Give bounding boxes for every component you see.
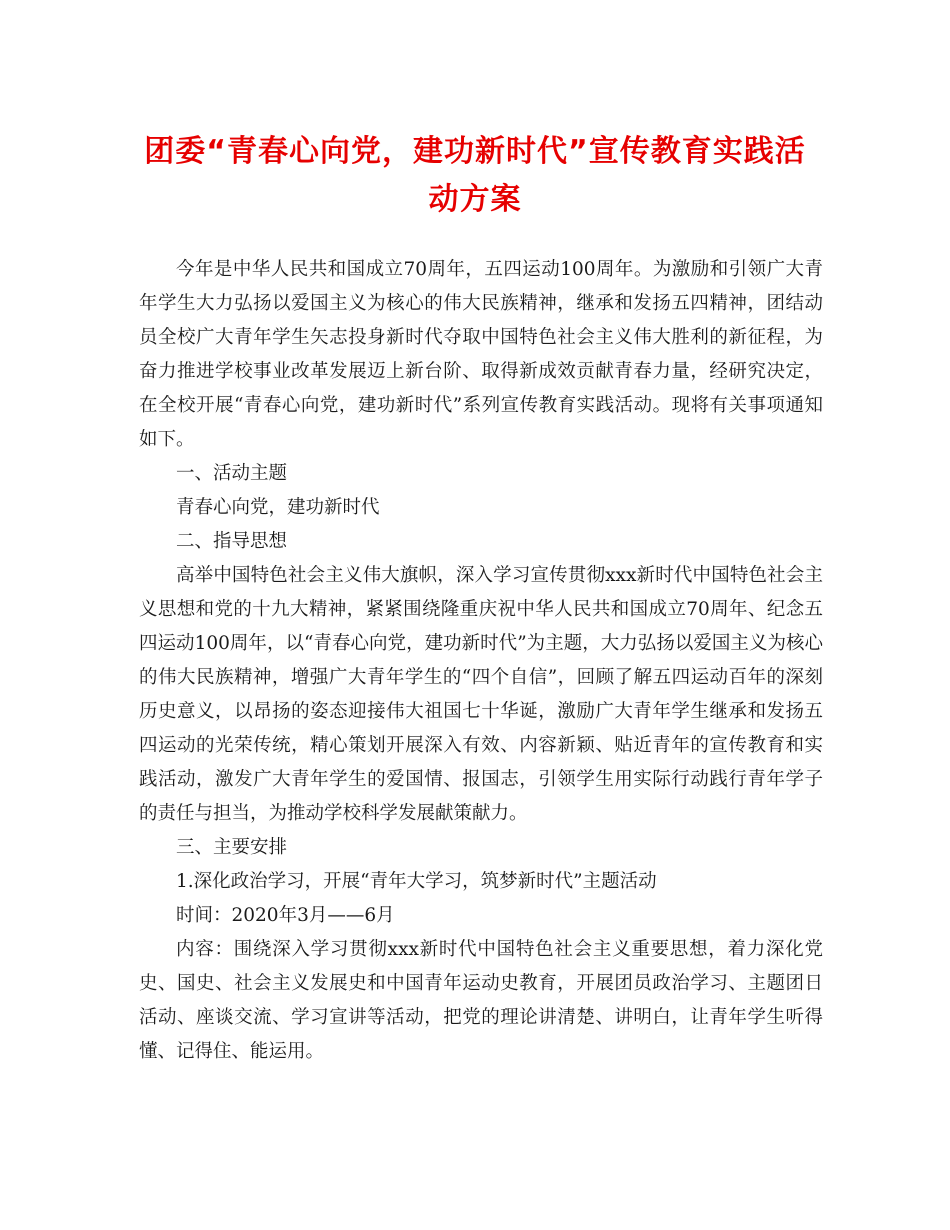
arrangement-time: 时间：2020年3月——6月	[176, 905, 395, 926]
section-heading-main-arrangements: 三、主要安排	[176, 837, 288, 858]
section-heading-theme: 一、活动主题	[176, 463, 288, 484]
guiding-ideology-paragraph: 高举中国特色社会主义伟大旗帜，深入学习宣传贯彻xxx新时代中国特色社会主义思想和党的十九大精神，紧紧围绕隆重庆祝中华人民共和国成立70周年、纪念五四运动100周年，以“青春心向党，建功新时代”为主题，大力弘扬以爱国主义为核心的伟大民族精神，增强广大青年学生的“四个自信”，回顾了解五四运动百年的深刻历史意义，以昂扬的姿态迎接伟大祖国七十华诞，激励广大青年学生继承和发扬五四运动的光荣传统，精心策划开展深入有效、内容新颖、贴近青年的宣传教育和实践活动，激发广大青年学生的爱国情、报国志，引领学生用实际行动践行青年学子的责任与担当，为推动学校科学发展献策献力。	[139, 565, 823, 824]
document-title: 团委“青春心向党，建功新时代”宣传教育实践活动方案	[144, 134, 806, 217]
arrangement-item-title: 1.深化政治学习，开展“青年大学习，筑梦新时代”主题活动	[176, 871, 657, 892]
theme-text: 青春心向党，建功新时代	[176, 497, 380, 518]
intro-paragraph: 今年是中华人民共和国成立70周年，五四运动100周年。为激励和引领广大青年学生大力弘扬以爱国主义为核心的伟大民族精神，继承和发扬五四精神，团结动员全校广大青年学生矢志投身新时代夺取中国特色社会主义伟大胜利的新征程，为奋力推进学校事业改革发展迈上新台阶、取得新成效贡献青春力量，经研究决定，在全校开展“青春心向党，建功新时代”系列宣传教育实践活动。现将有关事项通知如下。	[139, 259, 823, 450]
document-body	[139, 253, 823, 1069]
section-heading-guiding-ideology: 二、指导思想	[176, 531, 288, 552]
arrangement-content: 内容：围绕深入学习贯彻xxx新时代中国特色社会主义重要思想，着力深化党史、国史、社会主义发展史和中国青年运动史教育，开展团员政治学习、主题团日活动、座谈交流、学习宣讲等活动，把党的理论讲清楚、讲明白，让青年学生听得懂、记得住、能运用。	[139, 939, 823, 1062]
